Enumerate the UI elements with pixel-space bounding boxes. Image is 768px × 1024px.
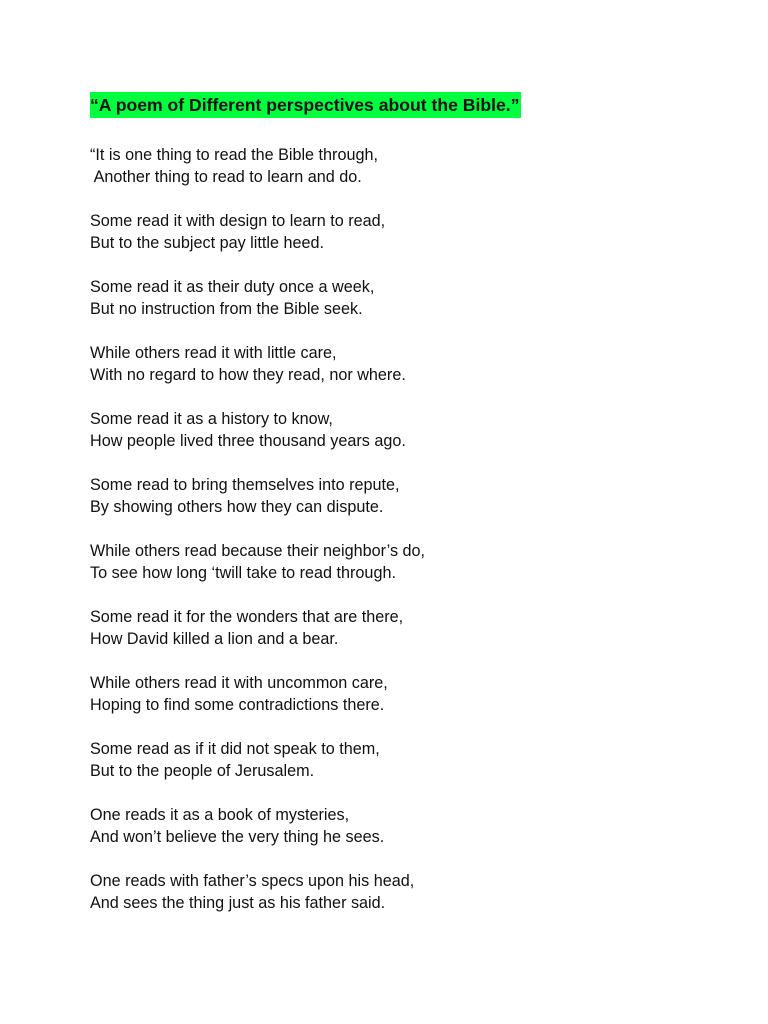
poem-line: One reads it as a book of mysteries,	[90, 806, 350, 824]
poem-line: And won’t believe the very thing he sees.	[90, 828, 385, 846]
poem-title: “A poem of Different perspectives about the Bible.”	[90, 92, 521, 118]
stanza	[90, 606, 730, 650]
stanza	[90, 342, 730, 386]
stanza	[90, 144, 730, 188]
stanza	[90, 804, 730, 848]
poem-line: With no regard to how they read, nor where.	[90, 366, 406, 384]
poem-line: Some read to bring themselves into repute,	[90, 476, 400, 494]
poem-line: Some read it with design to learn to read,	[90, 212, 386, 230]
poem-line: How David killed a lion and a bear.	[90, 630, 339, 648]
poem-line: And sees the thing just as his father said.	[90, 894, 386, 912]
poem-line: Another thing to read to learn and do.	[90, 168, 362, 186]
stanza	[90, 408, 730, 452]
document-page	[90, 92, 730, 936]
title-block	[90, 92, 730, 120]
stanza	[90, 738, 730, 782]
stanza	[90, 672, 730, 716]
stanza	[90, 870, 730, 914]
stanza	[90, 540, 730, 584]
poem-line: Some read it as their duty once a week,	[90, 278, 375, 296]
poem-line: While others read because their neighbor’s do,	[90, 542, 426, 560]
stanza	[90, 276, 730, 320]
poem-line: Some read as if it did not speak to them,	[90, 740, 380, 758]
poem-line: How people lived three thousand years ago.	[90, 432, 406, 450]
poem-line: Hoping to find some contradictions there.	[90, 696, 385, 714]
poem-line: To see how long ‘twill take to read through.	[90, 564, 396, 582]
poem-line: But to the people of Jerusalem.	[90, 762, 315, 780]
poem-line: Some read it as a history to know,	[90, 410, 333, 428]
poem-line: While others read it with little care,	[90, 344, 337, 362]
poem-line: “It is one thing to read the Bible through,	[90, 146, 378, 164]
poem-body	[90, 144, 730, 914]
poem-line: But to the subject pay little heed.	[90, 234, 324, 252]
poem-line: Some read it for the wonders that are there,	[90, 608, 404, 626]
stanza	[90, 474, 730, 518]
poem-line: One reads with father’s specs upon his head,	[90, 872, 415, 890]
poem-line: By showing others how they can dispute.	[90, 498, 384, 516]
stanza	[90, 210, 730, 254]
poem-line: But no instruction from the Bible seek.	[90, 300, 363, 318]
poem-line: While others read it with uncommon care,	[90, 674, 388, 692]
